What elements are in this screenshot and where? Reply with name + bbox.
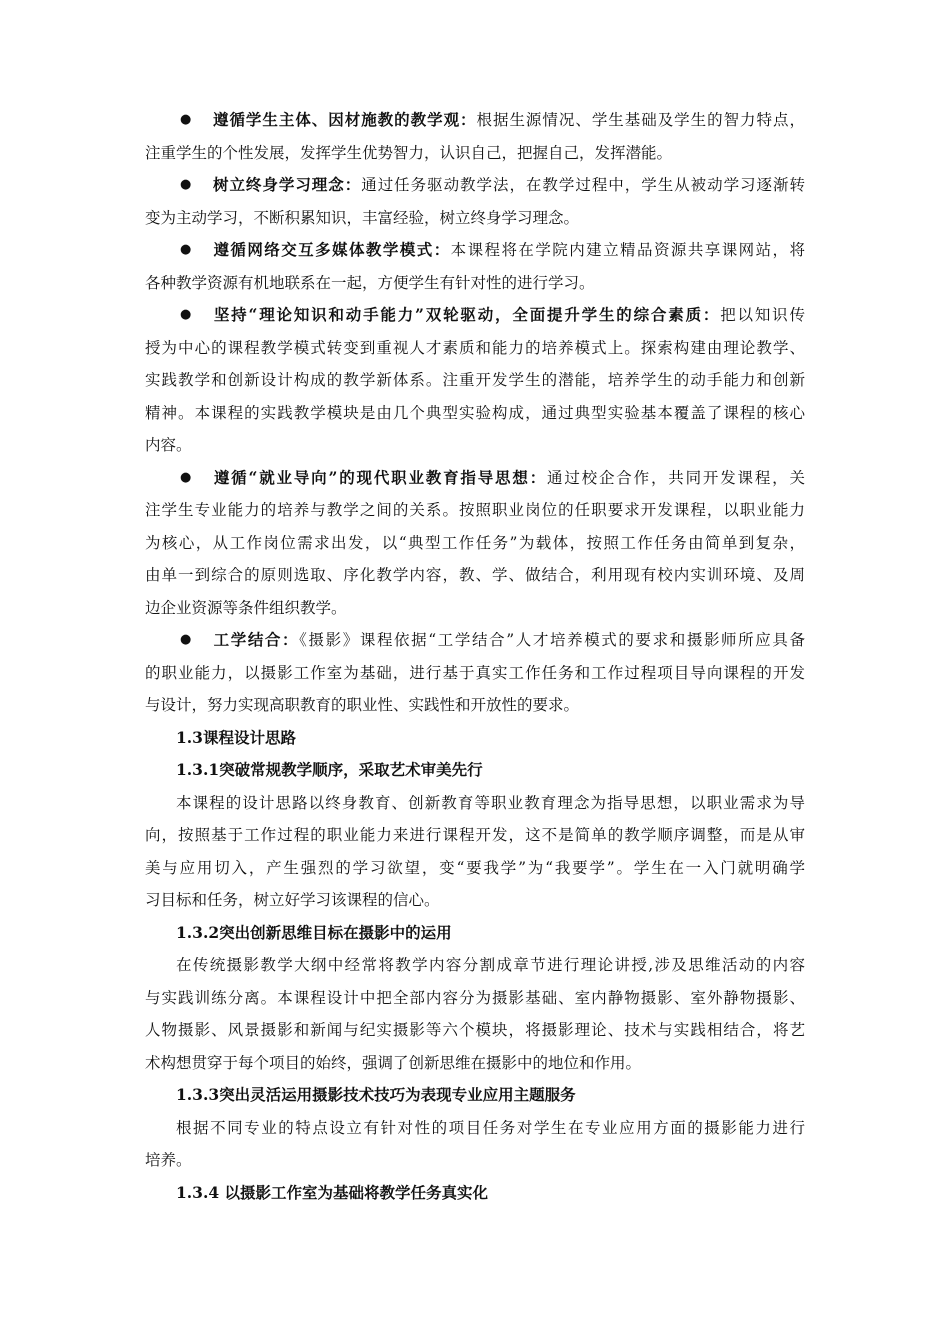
bullet-icon: ● (180, 632, 192, 647)
subsection-heading: 1.3.2突出创新思维目标在摄影中的运用 (176, 922, 452, 942)
bullet-bold-lead: 遵循网络交互多媒体教学模式： (212, 240, 451, 259)
text-line: 本课程的设计思路以终身教育、创新教育等职业教育理念为指导思想，以职业需求为导 (176, 793, 805, 812)
bullet-item: ● 遵循学生主体、因材施教的教学观：根据生源情况、学生基础及学生的智力特点， 注重学生的个性发展，发挥学生优势智力，认识自己，把握自己，发挥潜能。 (145, 104, 805, 169)
text-line: 各种教学资源有机地联系在一起，方便学生有针对性的进行学习。 (145, 273, 595, 292)
text-line: 实践教学和创新设计构成的教学新体系。注重开发学生的潜能，培养学生的动手能力和创新 (145, 371, 805, 389)
text-line: 的职业能力，以摄影工作室为基础，进行基于真实工作任务和工作过程项目导向课程的开发 (145, 663, 805, 682)
bullet-icon: ● (180, 469, 192, 485)
text-line: 内容。 (145, 436, 192, 454)
document-page (145, 104, 805, 1209)
bullet-bold-lead: 坚持“理论知识和动手能力”双轮驱动，全面提升学生的综合素质： (212, 305, 721, 324)
text-line: 变为主动学习，不断积累知识，丰富经验，树立终身学习理念。 (145, 208, 580, 227)
text-line: 美与应用切入，产生强烈的学习欲望，变“要我学”为“我要学”。学生在一入门就明确学 (145, 858, 805, 877)
text-line: 术构想贯穿于每个项目的始终，强调了创新思维在摄影中的地位和作用。 (145, 1053, 642, 1072)
bullet-bold-lead: 树立终身学习理念： (212, 175, 362, 194)
bullet-icon: ● (180, 307, 192, 322)
paragraph (145, 787, 805, 917)
bullet-icon: ● (180, 177, 192, 192)
text-line: 根据不同专业的特点设立有针对性的项目任务对学生在专业应用方面的摄影能力进行 (176, 1118, 805, 1137)
bullet-icon: ● (180, 112, 192, 127)
text-line: 边企业资源等条件组织教学。 (145, 598, 347, 617)
text-line: 注重学生的个性发展，发挥学生优势智力，认识自己，把握自己，发挥潜能。 (145, 143, 673, 162)
text-line: 习目标和任务，树立好学习该课程的信心。 (145, 891, 440, 909)
text-line: 在传统摄影教学大纲中经常将教学内容分割成章节进行理论讲授,涉及思维活动的内容 (176, 956, 805, 974)
bullet-bold-lead: 遵循“就业导向”的现代职业教育指导思想： (212, 467, 548, 487)
text-line: 为核心，从工作岗位需求出发，以“典型工作任务”为载体，按照工作任务由简单到复杂， (145, 533, 805, 552)
text-line: 与设计，努力实现高职教育的职业性、实践性和开放性的要求。 (145, 696, 580, 714)
bullet-bold-lead: 工学结合： (212, 630, 300, 649)
text-line: 授为中心的课程教学模式转变到重视人才素质和能力的培养模式上。探索构建由理论教学、 (145, 338, 805, 357)
paragraph (145, 1112, 805, 1177)
text-line: 培养。 (145, 1151, 192, 1169)
text-line: 由单一到综合的原则选取、序化教学内容，教、学、做结合，利用现有校内实训环境、及周 (145, 566, 805, 584)
paragraph (145, 949, 805, 1079)
bullet-icon: ● (180, 242, 192, 257)
text-line: 人物摄影、风景摄影和新闻与纪实摄影等六个模块，将摄影理论、技术与实践相结合，将艺 (145, 1021, 805, 1039)
bullet-bold-lead: 遵循学生主体、因材施教的教学观： (212, 110, 477, 129)
subsection-heading: 1.3.1突破常规教学顺序，采取艺术审美先行 (176, 760, 483, 779)
text-line: 向，按照基于工作过程的职业能力来进行课程开发，这不是简单的教学顺序调整，而是从审 (145, 826, 805, 844)
bullet-item: ● 遵循网络交互多媒体教学模式：本课程将在学院内建立精品资源共享课网站，将 各种教学资源有机地联系在一起，方便学生有针对性的进行学习。 (145, 234, 805, 299)
text-line: 与实践训练分离。本课程设计中把全部内容分为摄影基础、室内静物摄影、室外静物摄影、 (145, 988, 805, 1007)
text-line: 精神。本课程的实践教学模块是由几个典型实验构成，通过典型实验基本覆盖了课程的核心 (145, 403, 805, 422)
bullet-item: ● 树立终身学习理念：通过任务驱动教学法，在教学过程中，学生从被动学习逐渐转 变为主动学习，不断积累知识，丰富经验，树立终身学习理念。 (145, 169, 805, 234)
bullet-item: ● 遵循“就业导向”的现代职业教育指导思想：通过校企合作，共同开发课程，关 注学生专业能力的培养与教学之间的关系。按照职业岗位的任职要求开发课程，以职业能力 为核心，从工作岗位需求出发，以“典型工作任务”为载体，按照工作任务由简单到复杂， 由单一到综合的原则选取、序化教学内容，教、学、做结合，利用现有校内实训环境、及周 边企业资源等条件组织教学。 (145, 462, 805, 625)
bullet-item: ● 坚持“理论知识和动手能力”双轮驱动，全面提升学生的综合素质：把以知识传 授为中心的课程教学模式转变到重视人才素质和能力的培养模式上。探索构建由理论教学、 实践教学和创新设计构成的教学新体系。注重开发学生的潜能，培养学生的动手能力和创新 精神。本课程的实践教学模块是由几个典型实验构成，通过典型实验基本覆盖了课程的核心 内容。 (145, 299, 805, 462)
section-heading: 1.3课程设计思路 (176, 727, 296, 747)
text-line: 注学生专业能力的培养与教学之间的关系。按照职业岗位的任职要求开发课程，以职业能力 (145, 501, 805, 519)
subsection-heading: 1.3.4 以摄影工作室为基础将教学任务真实化 (176, 1182, 489, 1202)
bullet-item: ● 工学结合：《摄影》课程依据“工学结合”人才培养模式的要求和摄影师所应具备 的职业能力，以摄影工作室为基础，进行基于真实工作任务和工作过程项目导向课程的开发 与设计，努力实现高职教育的职业性、实践性和开放性的要求。 (145, 624, 805, 722)
subsection-heading: 1.3.3突出灵活运用摄影技术技巧为表现专业应用主题服务 (176, 1085, 576, 1104)
